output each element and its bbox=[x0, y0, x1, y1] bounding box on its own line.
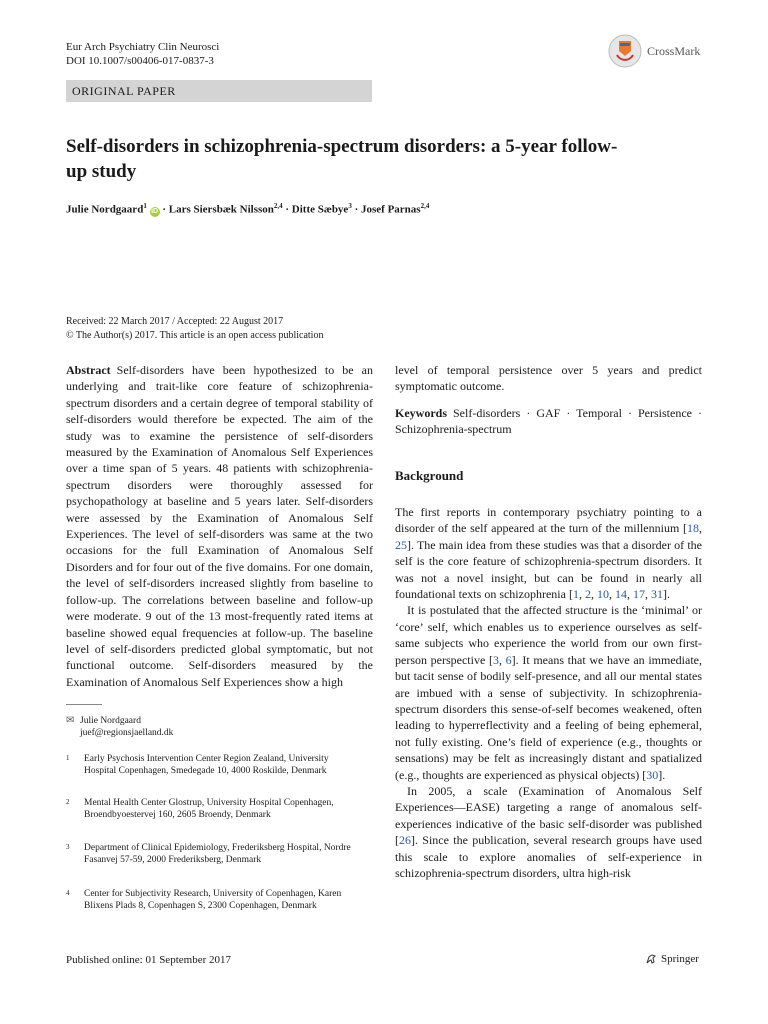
author-name[interactable]: Lars Siersbæk Nilsson bbox=[168, 203, 274, 216]
received-accepted-dates: Received: 22 March 2017 / Accepted: 22 August 2017 bbox=[66, 316, 284, 327]
citation-link[interactable]: 17 bbox=[632, 587, 645, 602]
body-text: ]. It means that we have an immediate, but tacit sense of bodily self-presence, and all our mental states are imbued with a sense of subjectivity. In schizophrenia-spectrum disorders this sense-of-self becomes weakened, often leading to hyperreflectivity and a feeling of being ephemeral, not fully existing. One’s field of experience (e.g., thoughts or sensations) may be felt as increasingly distant and spatialized (e.g., thoughts are experienced as physical objects) [ bbox=[395, 652, 702, 782]
abstract-continuation: level of temporal persistence over 5 years and predict symptomatic outcome. bbox=[395, 363, 702, 394]
body-text: It is postulated that the affected structure is the ‘minimal’ or ‘core’ self, which enables us to experience ourselves as self-same subjects who experience the world from our own first-person perspective [ bbox=[395, 603, 702, 667]
affiliation-item bbox=[66, 842, 356, 866]
affiliation-number: 3 bbox=[66, 843, 70, 851]
envelope-icon: ✉ bbox=[66, 715, 75, 726]
body-text: , bbox=[608, 587, 615, 602]
correspondence-email[interactable]: juef@regionsjaelland.dk bbox=[80, 728, 174, 738]
author-list: Julie Nordgaard$^1$ iD · Lars Siersbæk Nilsson$^{2,4}$ · Ditte Sæbye$^3$ · Josef Parnas$^{2,4}$ bbox=[66, 202, 430, 216]
springer-horse-icon bbox=[645, 953, 657, 965]
publisher-name: Springer bbox=[661, 953, 699, 965]
abstract-text: Self-disorders have been hypothesized to be an underlying and trait-like core feature of schizophrenia-spectrum disorders and a certain degree of temporal stability of self-disorders would therefore be expected. The aim of the study was to examine the persistence of self-disorders measured by the Examination of Anomalous Self Experiences over a time span of 5 years. 48 patients with schizophrenia-spectrum disorders were thoroughly assessed for psychopathology at baseline and 5 years later. Self-disorders were assessed by the Examination of Anomalous Self Experiences. The level of self-disorders was same at the two occasions for the full Examination of Anomalous Self Disorders and for four out of the five domains. For one domain, the level of self-disorders increased slightly from baseline to follow-up. The correlations between baseline and follow-up were moderate. 9 out of the 13 most-frequently rated items at baseline showed equal frequencies at follow-up. The baseline level of self-disorders predicted global symptomatic, but not functional outcome. Self-disorders measured by the Examination of Anomalous Self Experiences show a high bbox=[66, 363, 373, 689]
citation-link[interactable]: 30 bbox=[646, 767, 659, 782]
journal-name: Eur Arch Psychiatry Clin Neurosci bbox=[66, 41, 220, 53]
crossmark-icon bbox=[607, 33, 643, 69]
author-affiliation-ref: 2,4 bbox=[420, 202, 430, 210]
article-type-banner: ORIGINAL PAPER bbox=[66, 80, 372, 102]
footnote-divider bbox=[66, 704, 102, 705]
orcid-icon[interactable]: iD bbox=[151, 207, 159, 215]
affiliation-text: Mental Health Center Glostrup, University Hospital Copenhagen, Broendbyoestervej 160, 2605 Broendy, Denmark bbox=[84, 798, 334, 820]
affiliation-item bbox=[66, 797, 356, 821]
body-text: ]. The main idea from these studies was that a disorder of the self is the core feature of schizophrenia-spectrum disorders. It was not a novel insight, but can be found in nearly all foundational texts on schizophrenia [ bbox=[395, 537, 702, 602]
abstract-label: Abstract bbox=[66, 363, 111, 377]
author-affiliation-ref: 1 bbox=[143, 202, 147, 210]
citation-link[interactable]: 31 bbox=[650, 587, 663, 602]
correspondence bbox=[66, 715, 173, 739]
body-text: The first reports in contemporary psychiatry pointing to a disorder of the self appeared at the turn of the millennium [ bbox=[395, 505, 702, 536]
body-text: ]. bbox=[658, 767, 666, 782]
citation-link[interactable]: 26 bbox=[399, 833, 411, 848]
affiliation-text: Department of Clinical Epidemiology, Frederiksberg Hospital, Nordre Fasanvej 57-59, 2000 Frederiksberg, Denmark bbox=[84, 843, 351, 865]
body-text: , bbox=[590, 587, 597, 602]
published-online-date: Published online: 01 September 2017 bbox=[66, 954, 231, 966]
body-text: , bbox=[626, 587, 633, 602]
author-affiliation-ref: 2,4 bbox=[273, 202, 283, 210]
author-name[interactable]: Julie Nordgaard bbox=[66, 203, 144, 216]
affiliation-text: Center for Subjectivity Research, University of Copenhagen, Karen Blixens Plads 8, Copenhagen S, 2300 Copenhagen, Denmark bbox=[84, 889, 342, 911]
section-heading-background: Background bbox=[395, 467, 464, 483]
author-affiliation-ref: 3 bbox=[348, 202, 352, 210]
affiliation-number: 4 bbox=[66, 889, 70, 897]
crossmark-badge[interactable] bbox=[607, 33, 707, 69]
publisher-logo[interactable] bbox=[645, 953, 699, 965]
body-text: , bbox=[699, 521, 702, 536]
journal-header bbox=[66, 40, 219, 68]
body-text: In 2005, a scale (Examination of Anomalous Self Experiences—EASE) targeting a range of anomalous self-experiences indicative of the basic self-disorder was published [ bbox=[395, 783, 702, 848]
copyright-notice: © The Author(s) 2017. This article is an open access publication bbox=[66, 330, 324, 341]
keywords-paragraph bbox=[395, 405, 702, 438]
citation-link[interactable]: 3 bbox=[492, 652, 499, 667]
citation-link[interactable]: 1 bbox=[572, 587, 579, 602]
crossmark-label: CrossMark bbox=[647, 43, 701, 58]
body-paragraph bbox=[395, 783, 702, 881]
citation-link[interactable]: 14 bbox=[614, 587, 627, 602]
paper-title: Self-disorders in schizophrenia-spectrum disorders: a 5-year follow-up study bbox=[66, 136, 618, 182]
abstract-paragraph bbox=[66, 362, 373, 690]
body-paragraph bbox=[395, 504, 702, 602]
citation-link[interactable]: 25 bbox=[395, 537, 407, 552]
abstract-section bbox=[66, 362, 373, 690]
doi[interactable]: DOI 10.1007/s00406-017-0837-3 bbox=[66, 55, 214, 67]
body-paragraph bbox=[395, 602, 702, 782]
correspondence-name: Julie Nordgaard bbox=[80, 716, 141, 726]
citation-link[interactable]: 2 bbox=[584, 587, 591, 602]
body-text: , bbox=[498, 652, 506, 667]
body-text: , bbox=[644, 587, 651, 602]
dates-block bbox=[66, 315, 323, 343]
affiliation-text: Early Psychosis Intervention Center Region Zealand, University Hospital Copenhagen, Smedegade 10, 4000 Roskilde, Denmark bbox=[84, 754, 329, 776]
body-text: ]. bbox=[662, 587, 670, 602]
affiliation-number: 1 bbox=[66, 754, 70, 762]
author-name[interactable]: Ditte Sæbye bbox=[291, 203, 349, 216]
keywords-label: Keywords bbox=[395, 405, 447, 420]
citation-link[interactable]: 10 bbox=[596, 587, 609, 602]
citation-link[interactable]: 18 bbox=[687, 521, 699, 536]
affiliation-item bbox=[66, 888, 356, 912]
affiliation-number: 2 bbox=[66, 798, 70, 806]
body-text: ]. Since the publication, several research groups have used this scale to explore anomalies of self-experience in schizophrenia-spectrum disorders, ultra high-risk bbox=[395, 833, 702, 880]
right-column bbox=[395, 362, 702, 881]
keywords-text: Self-disorders · GAF · Temporal · Persistence · Schizophrenia-spectrum bbox=[395, 405, 702, 437]
affiliation-item bbox=[66, 753, 356, 777]
body-text: , bbox=[578, 587, 585, 602]
author-name[interactable]: Josef Parnas bbox=[361, 203, 421, 216]
citation-link[interactable]: 6 bbox=[505, 652, 512, 667]
